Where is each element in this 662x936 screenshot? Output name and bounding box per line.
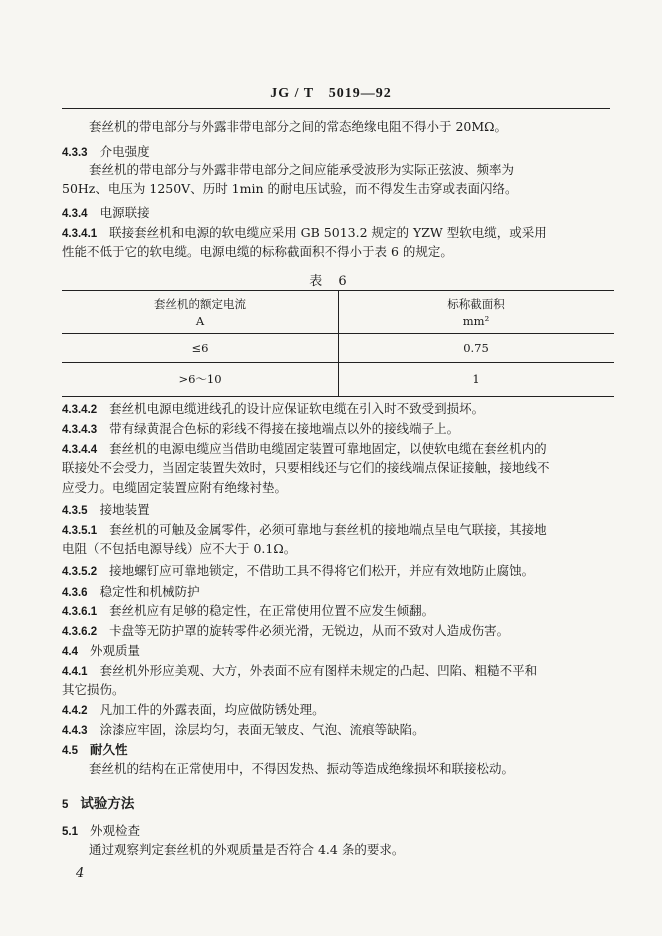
page-number: 4 (76, 866, 85, 881)
clause-4-3-5-1: 4.3.5.1 套丝机的可触及金属零件，必须可靠地与套丝机的接地端点呈电气联接，其接地 (62, 522, 547, 537)
table-cell: >6～10 (178, 372, 222, 386)
section-heading-4-3-3: 4.3.3 介电强度 (62, 144, 150, 159)
clause-4-3-5-2: 4.3.5.2 接地螺钉应可靠地锁定，不借助工具不得将它们松开，并应有效地防止腐蚀。 (62, 563, 535, 578)
table-cell: ≤6 (191, 341, 209, 355)
clause-4-3-4-4: 4.3.4.4 套丝机的电源电缆应当借助电缆固定装置可靠地固定，以使软电缆在套丝机内的 (62, 441, 547, 456)
section-heading-4-3-4: 4.3.4 电源联接 (62, 205, 150, 220)
paragraph-line: 套丝机的带电部分与外露非带电部分之间的常态绝缘电阻不得小于 20MΩ。 (89, 119, 508, 134)
section-heading-5: 5 试验方法 (62, 796, 135, 811)
paragraph-line: 应受力。电缆固定装置应附有绝缘衬垫。 (62, 480, 288, 495)
clause-4-3-4-2: 4.3.4.2 套丝机电源电缆进线孔的设计应保证软电缆在引入时不致受到损坏。 (62, 401, 485, 416)
running-header: JG / T 5019—92 (270, 86, 392, 101)
table-cell: 1 (472, 372, 480, 386)
section-heading-4-3-6: 4.3.6 稳定性和机械防护 (62, 584, 200, 599)
clause-4-3-6-1: 4.3.6.1 套丝机应有足够的稳定性，在正常使用位置不应发生倾翻。 (62, 603, 435, 618)
paragraph-line: 套丝机的带电部分与外露非带电部分之间应能承受波形为实际正弦波、频率为 (89, 162, 515, 177)
section-heading-4-5: 4.5 耐久性 (62, 743, 128, 757)
table-header-current: 套丝机的额定电流 (154, 297, 246, 311)
paragraph-line: 50Hz、电压为 1250V、历时 1min 的耐电压试验，而不得发生击穿或表面闪络。 (62, 181, 518, 196)
table-rule (62, 396, 614, 397)
table-header-area: 标称截面积 (447, 297, 505, 311)
paragraph-line: 联接处不会受力，当固定装置失效时，只要相线还与它们的接线端点保证接触，接地线不 (62, 460, 550, 475)
table-caption: 表 6 (309, 274, 353, 289)
table-cell: 0.75 (463, 341, 489, 355)
clause-4-4-2: 4.4.2 凡加工件的外露表面，均应做防锈处理。 (62, 702, 325, 717)
paragraph-line: 其它损伤。 (62, 682, 125, 697)
section-heading-4-3-5: 4.3.5 接地装置 (62, 502, 150, 517)
clause-4-3-4-1: 4.3.4.1 联接套丝机和电源的软电缆应采用 GB 5013.2 规定的 YZW 型软电缆，或采用 (62, 225, 547, 240)
clause-4-3-4-3: 4.3.4.3 带有绿黄混合色标的彩线不得接在接地端点以外的接线端子上。 (62, 421, 460, 436)
clause-4-4-1: 4.4.1 套丝机外形应美观、大方，外表面不应有图样未规定的凸起、凹陷、粗糙不平和 (62, 663, 538, 678)
paragraph-line: 通过观察判定套丝机的外观质量是否符合 4.4 条的要求。 (89, 842, 405, 857)
table-header-current-unit: A (195, 314, 205, 328)
clause-4-4-3: 4.4.3 涂漆应牢固，涂层均匀，表面无皱皮、气泡、流痕等缺陷。 (62, 722, 425, 737)
header-rule (62, 108, 610, 109)
clause-4-3-6-2: 4.3.6.2 卡盘等无防护罩的旋转零件必须光滑，无锐边，从而不致对人造成伤害。 (62, 623, 510, 638)
paragraph-line: 套丝机的结构在正常使用中，不得因发热、振动等造成绝缘损坏和联接松动。 (89, 761, 515, 776)
table-header-area-unit: mm² (462, 314, 490, 328)
section-heading-5-1: 5.1 外观检查 (62, 823, 141, 838)
paragraph-line: 电阻（不包括电源导线）应不大于 0.1Ω。 (62, 541, 297, 556)
paragraph-line: 性能不低于它的软电缆。电源电缆的标称截面积不得小于表 6 的规定。 (62, 244, 453, 259)
section-heading-4-4: 4.4 外观质量 (62, 643, 141, 658)
